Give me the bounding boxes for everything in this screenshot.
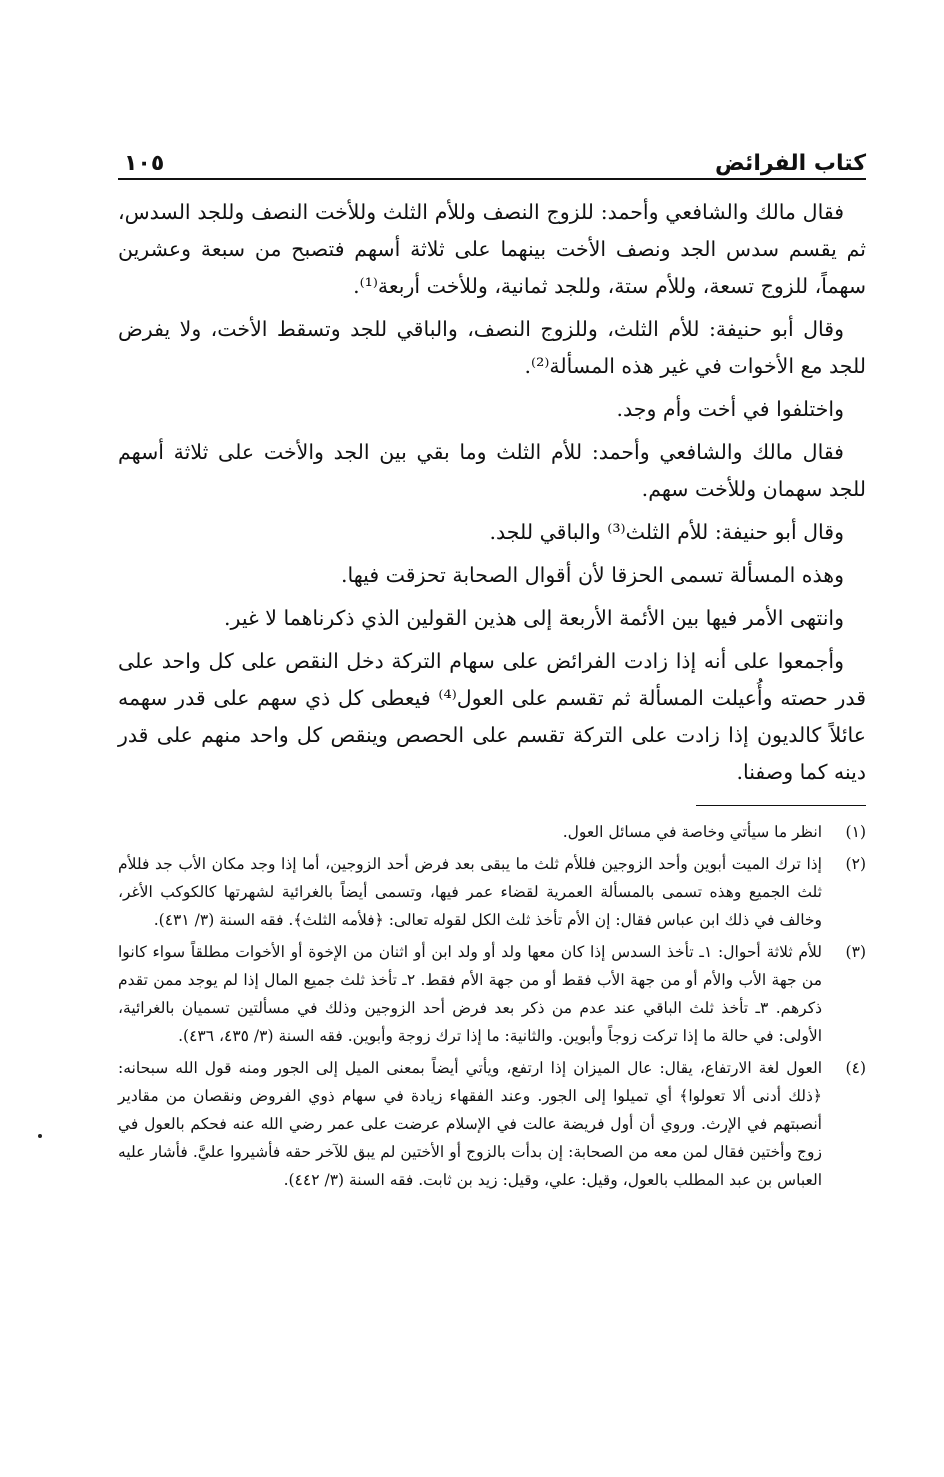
paragraph: وقال أبو حنيفة: للأم الثلث⁽³⁾ والباقي للجد. (489, 520, 844, 544)
footnote-text: للأم ثلاثة أحوال: ١ـ تأخذ السدس إذا كان معها ولد أو ولد ابن أو اثنان من الإخوة أو الأخوات مطلقاً سواء كانوا من جهة الأب والأم أو من جهة الأب فقط أو من جهة الأم فقط. ٢ـ تأخذ ثلث جميع المال إذا لم يوجد ممن تقدم ذكرهم. ٣ـ تأخذ ثلث الباقي عند عدم من ذكر بعد فرض أحد الزوجين وذلك في مسألتين تسميان بالغرائية، الأولى: في حالة ما إذا تركت زوجاً وأبوين. والثانية: ما إذا ترك زوجة وأبوين. فقه السنة (٣/ ٤٣٥، ٤٣٦). (118, 943, 822, 1045)
footnote-text: انظر ما سيأتي وخاصة في مسائل العول. (562, 823, 822, 841)
footnote (118, 850, 866, 934)
footnote-text: إذا ترك الميت أبوين وأحد الزوجين فللأم ثلث ما يبقى بعد فرض أحد الزوجين، أما إذا وجد مكان الأب جد فللأم ثلث الجميع وهذه تسمى بالمسألة العمرية لقضاء عمر فيها، وتسمى أيضاً بالغرائية لشهرتها كالكوكب الأغر، وخالف في ذلك ابن عباس فقال: إن الأم تأخذ ثلث الكل لقوله تعالى: ﴿فلأمه الثلث﴾. فقه السنة (٣/ ٤٣١). (118, 855, 822, 929)
footnote (118, 1054, 866, 1194)
main-text (118, 194, 866, 791)
footnotes (118, 818, 866, 1194)
footnote-number: (٤) (845, 1059, 866, 1077)
footnote-number: (٣) (845, 943, 866, 961)
paragraph: وأجمعوا على أنه إذا زادت الفرائض على سهام التركة دخل النقص على كل واحد على قدر حصته وأُعيلت المسألة ثم تقسم على العول⁽⁴⁾ فيعطى كل ذي سهم على قدر سهمه عائلاً كالديون إذا زادت على التركة تقسم على الحصص وينقص كل واحد منهم على قدر دينه كما وصفنا. (118, 649, 866, 784)
paragraph: فقال مالك والشافعي وأحمد: للزوج النصف وللأم الثلث وللأخت النصف وللجد السدس، ثم يقسم سدس الجد ونصف الأخت بينهما على ثلاثة أسهم فتصبح من سبعة وعشرين سهماً، للزوج تسعة، وللأم ستة، وللجد ثمانية، وللأخت أربعة⁽¹⁾. (118, 200, 866, 298)
page-number: ١٠٥ (124, 151, 165, 176)
footnote-separator (696, 805, 866, 806)
paragraph: وهذه المسألة تسمى الحزقا لأن أقوال الصحابة تحزقت فيها. (340, 563, 844, 587)
running-title: كتاب الفرائض (715, 151, 866, 176)
footnote-number: (١) (845, 823, 866, 841)
paragraph: فقال مالك والشافعي وأحمد: للأم الثلث وما بقي بين الجد والأخت على ثلاثة أسهم للجد سهمان وللأخت سهم. (118, 440, 866, 501)
footnote (118, 818, 866, 846)
page-header (118, 138, 866, 180)
scan-speck (38, 1134, 42, 1138)
footnote (118, 938, 866, 1050)
paragraph: واختلفوا في أخت وأم وجد. (616, 397, 844, 421)
book-page (118, 138, 866, 1198)
paragraph: وانتهى الأمر فيها بين الأئمة الأربعة إلى هذين القولين الذي ذكرناهما لا غير. (224, 606, 844, 630)
paragraph: وقال أبو حنيفة: للأم الثلث، وللزوج النصف، والباقي للجد وتسقط الأخت، ولا يفرض للجد مع الأخوات في غير هذه المسألة⁽²⁾. (118, 317, 866, 378)
footnote-text: العول لغة الارتفاع، يقال: عال الميزان إذا ارتفع، ويأتي أيضاً بمعنى الميل إلى الجور ومنه قول الله سبحانه: ﴿ذلك أدنى ألا تعولوا﴾ أي تميلوا إلى الجور. وعند الفقهاء زيادة في سهام ذوي الفروض ونقصان من مقادير أنصبتهم في الإرث. وروي أن أول فريضة عالت في الإسلام عرضت على عمر رضي الله عنه فحكم بالعول في زوج وأختين فقال لمن معه من الصحابة: إن بدأت بالزوج أو الأختين لم يبق للآخر حقه فأشيروا عليَّ. فأشار عليه العباس بن عبد المطلب بالعول، وقيل: علي، وقيل: زيد بن ثابت. فقه السنة (٣/ ٤٤٢). (118, 1059, 822, 1189)
footnote-number: (٢) (845, 855, 866, 873)
